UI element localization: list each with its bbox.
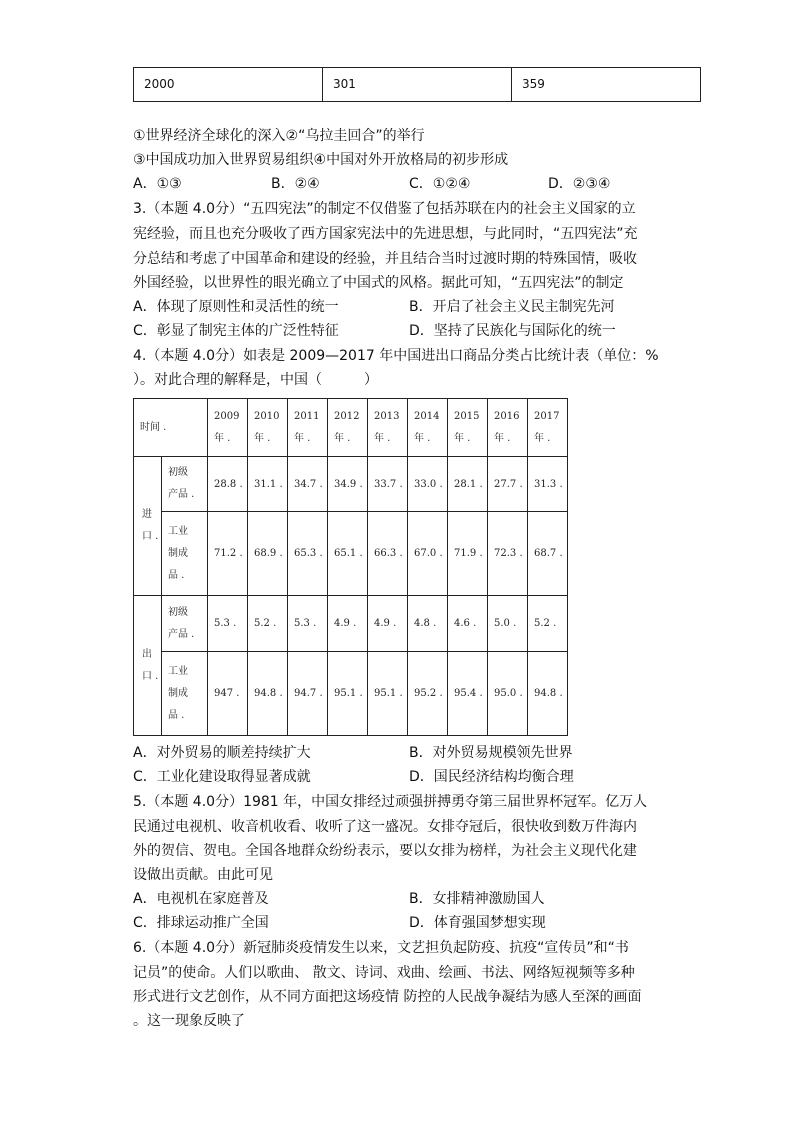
year-header: 2010 年 . [248, 399, 288, 457]
table-cell: 5.0 . [488, 596, 528, 652]
table-cell: 4.9 . [368, 596, 408, 652]
table-cell: 72.3 . [488, 512, 528, 596]
q5-stem-line: 民通过电视机、收音机收看、收听了这一盛况。女排夺冠后，很快收到数万件海内 [133, 819, 637, 835]
year-header: 2012 年 . [328, 399, 368, 457]
table-cell: 4.9 . [328, 596, 368, 652]
table-cell: 947 . [208, 652, 248, 736]
year-header: 2015 年 . [448, 399, 488, 457]
q4-option-a[interactable]: A．对外贸易的顺差持续扩大 [133, 745, 311, 761]
export-group-label: 出 口 . [134, 596, 162, 736]
table-cell: 2000 [134, 68, 323, 101]
table-cell: 34.7 . [288, 457, 328, 512]
q6-stem-line: 。这一现象反映了 [133, 1013, 245, 1029]
q2-option-a[interactable]: A．①③ [133, 176, 182, 192]
import-group-label: 进 口 . [134, 457, 162, 596]
table-cell: 95.1 . [328, 652, 368, 736]
q5-stem-line: 5.（本题 4.0分）1981 年，中国女排经过顽强拼搏勇夺第三届世界杯冠军。亿万人 [133, 794, 648, 810]
table-cell: 95.1 . [368, 652, 408, 736]
q3-stem-line: 3.（本题 4.0分）“五四宪法”的制定不仅借鉴了包括苏联在内的社会主义国家的立 [133, 201, 636, 217]
q6-stem-line: 记员”的使命。人们以歌曲、 散文、诗词、戏曲、绘画、书法、网络短视频等多种 [133, 965, 635, 981]
table-cell: 94.8 . [248, 652, 288, 736]
year-header: 2014 年 . [408, 399, 448, 457]
table-cell: 94.8 . [528, 652, 568, 736]
q6-stem-line: 6.（本题 4.0分）新冠肺炎疫情发生以来，文艺担负起防疫、抗疫“宣传员”和“书 [133, 940, 629, 956]
table-cell: 34.9 . [328, 457, 368, 512]
table-cell: 94.7 . [288, 652, 328, 736]
year-header: 2011 年 . [288, 399, 328, 457]
q4-option-c[interactable]: C．工业化建设取得显著成就 [133, 769, 311, 785]
q3-stem-line: 分总结和考虑了中国革命和建设的经验，并且结合当时过渡时期的特殊国情，吸收 [133, 251, 637, 267]
table-cell: 68.9 . [248, 512, 288, 596]
table-cell: 28.1 . [448, 457, 488, 512]
q5-stem-line: 外的贺信、贺电。全国各地群众纷纷表示，要以女排为榜样，为社会主义现代化建 [133, 843, 637, 859]
q2-option-b[interactable]: B．②④ [271, 176, 320, 192]
table-cell: 66.3 . [368, 512, 408, 596]
table-cell: 27.7 . [488, 457, 528, 512]
table-cell: 67.0 . [408, 512, 448, 596]
q2-option-d[interactable]: D．②③④ [548, 176, 611, 192]
q2-statement-1: ①世界经济全球化的深入②“乌拉圭回合”的举行 [133, 128, 425, 144]
q3-option-c[interactable]: C．彰显了制宪主体的广泛性特征 [133, 323, 339, 339]
industrial-products-label: 工业 制成 品 . [162, 652, 208, 736]
table-cell: 65.3 . [288, 512, 328, 596]
year-header: 2016 年 . [488, 399, 528, 457]
table-cell: 5.3 . [208, 596, 248, 652]
q5-option-a[interactable]: A．电视机在家庭普及 [133, 891, 269, 907]
table-cell: 95.0 . [488, 652, 528, 736]
q3-option-d[interactable]: D．坚持了民族化与国际化的统一 [409, 323, 616, 339]
table-cell: 65.1 . [328, 512, 368, 596]
table-cell: 71.9 . [448, 512, 488, 596]
q2-statement-2: ③中国成功加入世界贸易组织④中国对外开放格局的初步形成 [133, 152, 509, 168]
q6-stem-line: 形式进行文艺创作，从不同方面把这场疫情 防控的人民战争凝结为感人至深的画面 [133, 989, 642, 1005]
q4-option-d[interactable]: D．国民经济结构均衡合理 [409, 769, 574, 785]
table-cell: 95.2 . [408, 652, 448, 736]
q3-stem-line: 宪经验，而且也充分吸收了西方国家宪法中的先进思想，与此同时，“五四宪法”充 [133, 226, 638, 242]
q2-option-c[interactable]: C．①②④ [409, 176, 471, 192]
primary-products-label: 初级 产品 . [162, 596, 208, 652]
time-header: 时间 . [134, 399, 208, 457]
year-header: 2009 年 . [208, 399, 248, 457]
q3-stem-line: 外国经验，以世界性的眼光确立了中国式的风格。据此可知，“五四宪法”的制定 [133, 275, 624, 291]
year-header: 2017 年 . [528, 399, 568, 457]
q3-option-a[interactable]: A．体现了原则性和灵活性的统一 [133, 299, 339, 315]
table-cell: 31.3 . [528, 457, 568, 512]
table-cell: 95.4 . [448, 652, 488, 736]
trade-statistics-table [133, 398, 568, 736]
table-cell: 301 [323, 68, 512, 101]
table-cell: 33.7 . [368, 457, 408, 512]
year-header: 2013 年 . [368, 399, 408, 457]
q4-option-b[interactable]: B．对外贸易规模领先世界 [409, 745, 573, 761]
table-cell: 31.1 . [248, 457, 288, 512]
industrial-products-label: 工业 制成 品 . [162, 512, 208, 596]
table-cell: 68.7 . [528, 512, 568, 596]
table-cell: 5.2 . [528, 596, 568, 652]
q4-stem-line: ）。对此合理的解释是，中国（ ） [133, 372, 378, 388]
table-cell: 71.2 . [208, 512, 248, 596]
table-cell: 359 [522, 77, 545, 91]
q5-stem-line: 设做出贡献。由此可见 [133, 867, 273, 883]
q5-option-c[interactable]: C．排球运动推广全国 [133, 915, 269, 931]
table-cell: 5.3 . [288, 596, 328, 652]
q4-stem-line: 4.（本题 4.0分）如表是 2009—2017 年中国进出口商品分类占比统计表（单位：% [133, 348, 659, 364]
q5-option-d[interactable]: D．体育强国梦想实现 [409, 915, 546, 931]
q3-option-b[interactable]: B．开启了社会主义民主制宪先河 [409, 299, 615, 315]
table-cell: 4.6 . [448, 596, 488, 652]
primary-products-label: 初级 产品 . [162, 457, 208, 512]
table-cell: 5.2 . [248, 596, 288, 652]
top-data-table [133, 67, 701, 102]
table-cell: 28.8 . [208, 457, 248, 512]
table-cell: 33.0 . [408, 457, 448, 512]
q5-option-b[interactable]: B．女排精神激励国人 [409, 891, 545, 907]
table-cell: 4.8 . [408, 596, 448, 652]
